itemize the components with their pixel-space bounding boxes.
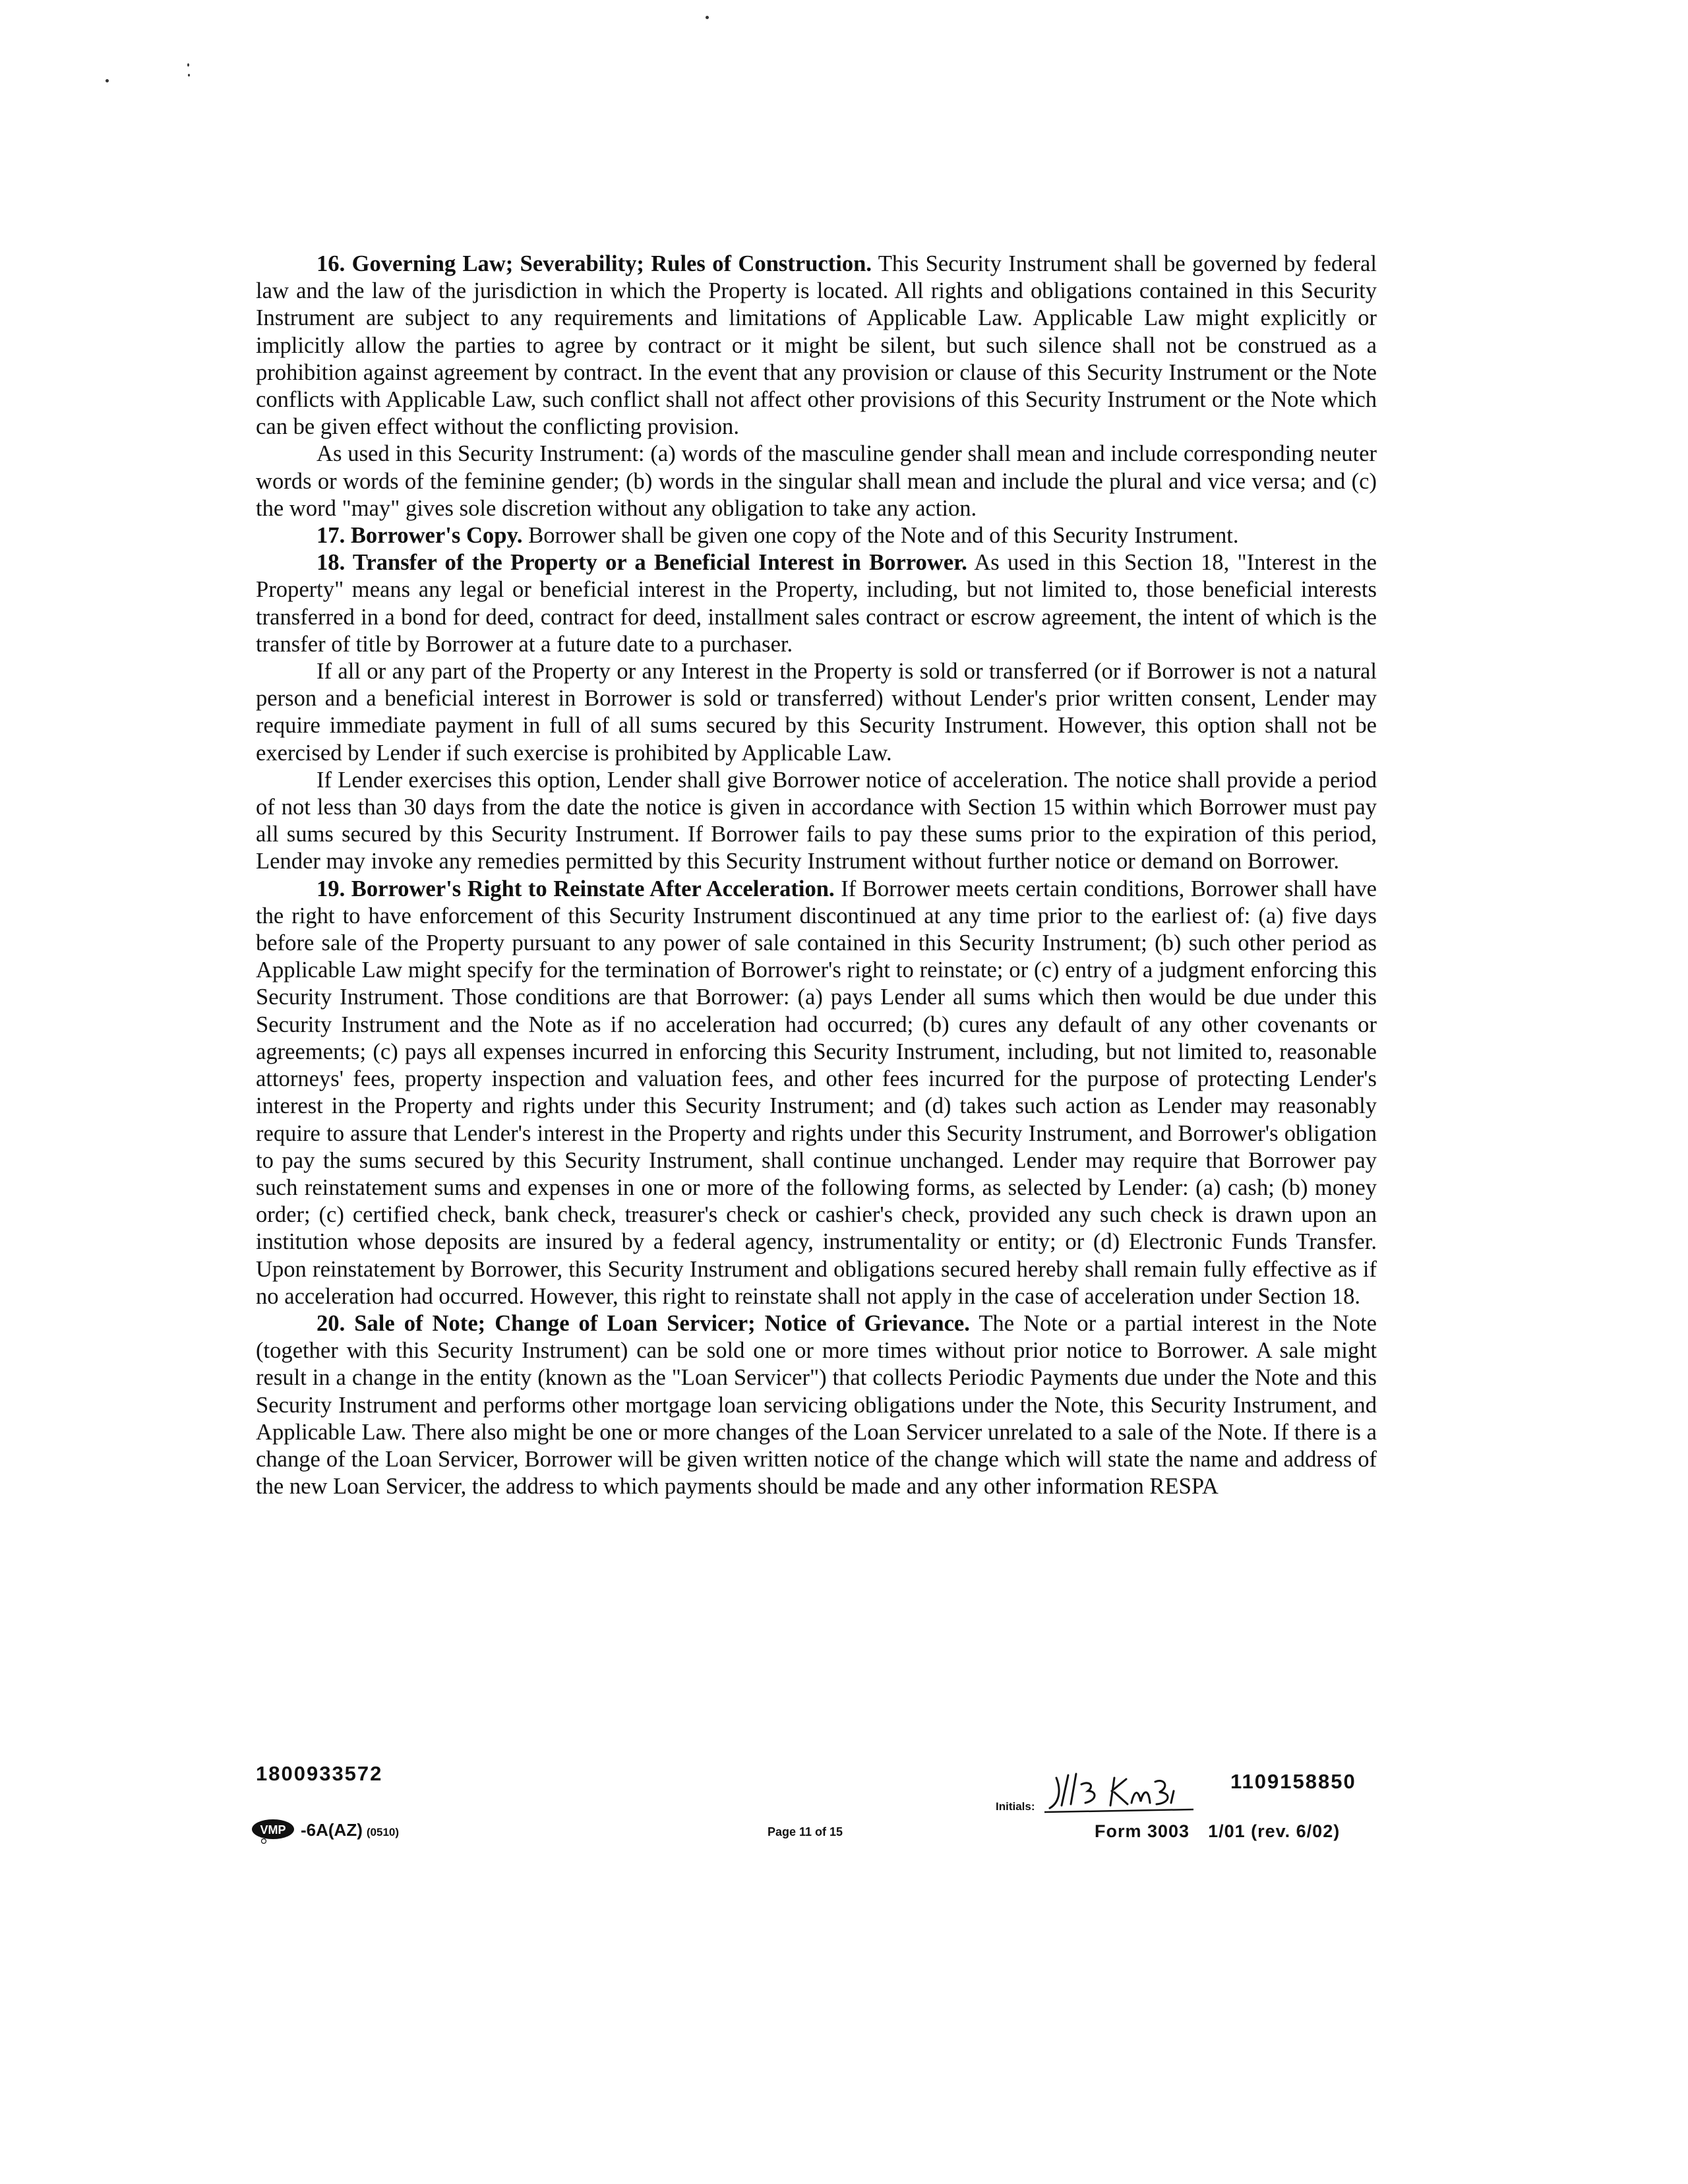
section-heading: 16. Governing Law; Severability; Rules of Construction.: [316, 251, 872, 276]
paragraph-18: [256, 549, 1377, 658]
paragraph-18-transfer: [256, 658, 1377, 767]
form-number: [1095, 1821, 1340, 1842]
paragraph-16-construction: [256, 440, 1377, 522]
section-heading: 18. Transfer of the Property or a Beneficial Interest in Borrower.: [316, 550, 967, 576]
paragraph-text: This Security Instrument shall be governed by federal law and the law of the jurisdiction in which the Property is located. All rights and obligations contained in this Security Instrument are subject to any requirements and limitations of Applicable Law. Applicable Law might explicitly or implicitly allow the parties to agree by contract or it might be silent, but such silence shall not be construed as a prohibition against agreement by contract. In the event that any provision or clause of this Security Instrument or the Note conflicts with Applicable Law, such conflict shall not affect other provisions of this Security Instrument or the Note which can be given effect without the conflicting provision.: [256, 251, 1377, 440]
paragraph-17: [256, 522, 1377, 549]
paragraph-text: As used in this Security Instrument: (a) words of the masculine gender shall mean and include corresponding neuter words or words of the feminine gender; (b) words in the singular shall mean and include the plural and vice versa; and (c) the word "may" gives sole discretion without any obligation to take any action.: [256, 441, 1377, 521]
scan-speck: [106, 79, 109, 82]
form-revision-date: 1/01 (rev. 6/02): [1208, 1821, 1341, 1841]
loan-number-left: 1800933572: [256, 1762, 383, 1785]
paragraph-text: As used in this Section 18, "Interest in the Property" means any legal or beneficial interest in the Property, including, but not limited to, those beneficial interests transferred in a bond for deed, contract for deed, installment sales contract or escrow agreement, the intent of which is the transfer of title by Borrower at a future date to a purchaser.: [256, 550, 1377, 657]
initials-signature: [1042, 1765, 1240, 1817]
section-heading: 20. Sale of Note; Change of Loan Servicer; Notice of Grievance.: [316, 1310, 970, 1336]
paragraph-text: If all or any part of the Property or any Interest in the Property is sold or transferred (or if Borrower is not a natural person and a beneficial interest in Borrower is sold or transferred) without Lender's prior written consent, Lender may require immediate payment in full of all sums secured by this Security Instrument. However, this option shall not be exercised by Lender if such exercise is prohibited by Applicable Law.: [256, 659, 1377, 766]
paragraph-20: [256, 1310, 1377, 1500]
scan-speck: [188, 74, 190, 76]
section-heading: 17. Borrower's Copy.: [316, 523, 523, 549]
paragraph-18-acceleration: [256, 767, 1377, 876]
form-number-label: Form 3003: [1095, 1821, 1190, 1841]
paragraph-text: If Lender exercises this option, Lender shall give Borrower notice of acceleration. The notice shall provide a period of not less than 30 days from the date the notice is given in accordance with Section 15 within which Borrower must pay all sums secured by this Security Instrument. If Borrower fails to pay these sums prior to the expiration of this period, Lender may invoke any remedies permitted by this Security Instrument without further notice or demand on Borrower.: [256, 767, 1377, 874]
paragraph-text: Borrower shall be given one copy of the Note and of this Security Instrument.: [528, 523, 1239, 549]
vmp-logo-icon: [251, 1817, 297, 1844]
loan-number-right: 1109158850: [1230, 1770, 1356, 1793]
page-number: Page 11 of 15: [768, 1825, 843, 1838]
form-code: [301, 1820, 399, 1840]
section-heading: 19. Borrower's Right to Reinstate After Acceleration.: [316, 876, 835, 901]
paragraph-16: [256, 251, 1377, 440]
form-code-id: -6A(AZ): [301, 1820, 363, 1840]
form-code-date: (0510): [366, 1826, 400, 1838]
document-body: [256, 251, 1377, 1500]
scan-speck: [187, 63, 189, 67]
initials-label: Initials:: [996, 1800, 1035, 1813]
paragraph-19: [256, 876, 1377, 1310]
paragraph-text: If Borrower meets certain conditions, Borrower shall have the right to have enforcement of this Security Instrument discontinued at any time prior to the earliest of: (a) five days before sale of the Property pursuant to any power of sale contained in this Security Instrument; (b) such other period as Applicable Law might specify for the termination of Borrower's right to reinstate; or (c) entry of a judgment enforcing this Security Instrument. Those conditions are that Borrower: (a) pays Lender all sums which then would be due under this Security Instrument and the Note as if no acceleration had occurred; (b) cures any default of any other covenants or agreements; (c) pays all expenses incurred in enforcing this Security Instrument, including, but not limited to, reasonable attorneys' fees, property inspection and valuation fees, and other fees incurred for the purpose of protecting Lender's interest in the Property and rights under this Security Instrument; and (d) takes such action as Lender may reasonably require to assure that Lender's interest in the Property and rights under this Security Instrument, and Borrower's obligation to pay the sums secured by this Security Instrument, shall continue unchanged. Lender may require that Borrower pay such reinstatement sums and expenses in one or more of the following forms, as selected by Lender: (a) cash; (b) money order; (c) certified check, bank check, treasurer's check or cashier's check, provided any such check is drawn upon an institution whose deposits are insured by a federal agency, instrumentality or entity; or (d) Electronic Funds Transfer. Upon reinstatement by Borrower, this Security Instrument and obligations secured hereby shall remain fully effective as if no acceleration had occurred. However, this right to reinstate shall not apply in the case of acceleration under Section 18.: [256, 876, 1377, 1309]
scan-speck: [706, 16, 709, 19]
paragraph-text: The Note or a partial interest in the Note (together with this Security Instrument) can be sold one or more times without prior notice to Borrower. A sale might result in a change in the entity (known as the "Loan Servicer") that collects Periodic Payments due under the Note and this Security Instrument and performs other mortgage loan servicing obligations under the Note, this Security Instrument, and Applicable Law. There also might be one or more changes of the Loan Servicer unrelated to a sale of the Note. If there is a change of the Loan Servicer, Borrower will be given written notice of the change which will state the name and address of the new Loan Servicer, the address to which payments should be made and any other information RESPA: [256, 1310, 1377, 1500]
vmp-logo-text: VMP: [260, 1823, 286, 1836]
